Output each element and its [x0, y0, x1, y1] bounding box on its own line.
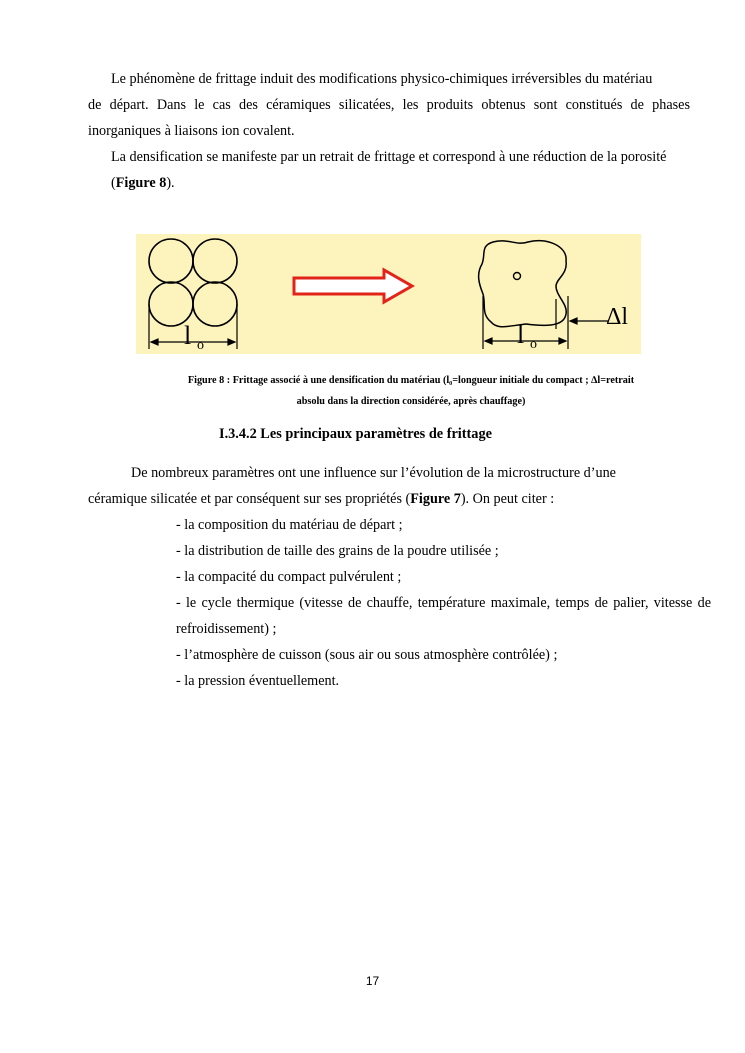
label-l0-left: l — [184, 321, 192, 350]
figure-8-sintering-diagram — [136, 234, 641, 354]
transformation-arrow — [294, 270, 412, 302]
paragraph-text: La densification se manifeste par un retrait de frittage et correspond à une réduction de la porosité ( — [111, 149, 667, 191]
list-item: - le cycle thermique (vitesse de chauffe, température maximale, temps de palier, vitesse de refroidissement) ; — [176, 595, 711, 637]
particle-circle — [193, 239, 237, 283]
particle-circle — [149, 239, 193, 283]
label-l0-right-sub: o — [530, 337, 537, 352]
page-number: 17 — [365, 974, 380, 988]
dimension-l0-right — [483, 296, 568, 349]
parameter-list — [176, 512, 711, 694]
caption-line: Figure 8 : Frittage associé à une densification du matériau (l₀=longueur initiale du compact ; ∆l=retrait — [187, 375, 635, 386]
residual-pore — [514, 273, 521, 280]
figure-reference: Figure 7 — [410, 491, 461, 507]
list-item: - la pression éventuellement. — [176, 673, 340, 689]
label-l0-right: l — [517, 320, 525, 349]
paragraph-text: ). — [166, 175, 175, 191]
initial-compact-particles — [149, 239, 237, 326]
paragraph-densification — [111, 144, 691, 196]
label-l0-left-sub: o — [197, 338, 204, 353]
caption-line: absolu dans la direction considérée, après chauffage) — [296, 396, 526, 407]
paragraph-parameters — [88, 460, 690, 512]
figure-8-caption — [96, 370, 726, 412]
paragraph-line: De nombreux paramètres ont une influence sur l’évolution de la microstructure d’une — [131, 465, 616, 481]
densified-compact-outline — [479, 241, 567, 327]
paragraph-line: Le phénomène de frittage induit des modifications physico-chimiques irréversibles du matériau — [111, 71, 653, 87]
particle-circle — [149, 282, 193, 326]
dimension-l0-left — [149, 304, 237, 349]
section-heading: I.3.4.2 Les principaux paramètres de frittage — [219, 426, 492, 442]
paragraph-frittage-intro — [88, 66, 690, 144]
list-item: - la distribution de taille des grains de la poudre utilisée ; — [176, 543, 499, 559]
paragraph-text: de départ. Dans le cas des céramiques silicatées, les produits obtenus sont constitués de phases inorganiques à liaisons ion covalent. — [88, 97, 690, 139]
list-item: - la composition du matériau de départ ; — [176, 517, 403, 533]
paragraph-text: céramique silicatée et par conséquent sur ses propriétés ( — [88, 491, 411, 507]
list-item: - la compacité du compact pulvérulent ; — [176, 569, 402, 585]
sintering-illustration — [136, 234, 641, 354]
list-item: - l’atmosphère de cuisson (sous air ou sous atmosphère contrôlée) ; — [176, 647, 558, 663]
paragraph-text: ). On peut citer : — [460, 491, 555, 507]
figure-reference: Figure 8 — [115, 175, 167, 191]
label-delta-l: Δl — [606, 304, 629, 330]
particle-circle — [193, 282, 237, 326]
